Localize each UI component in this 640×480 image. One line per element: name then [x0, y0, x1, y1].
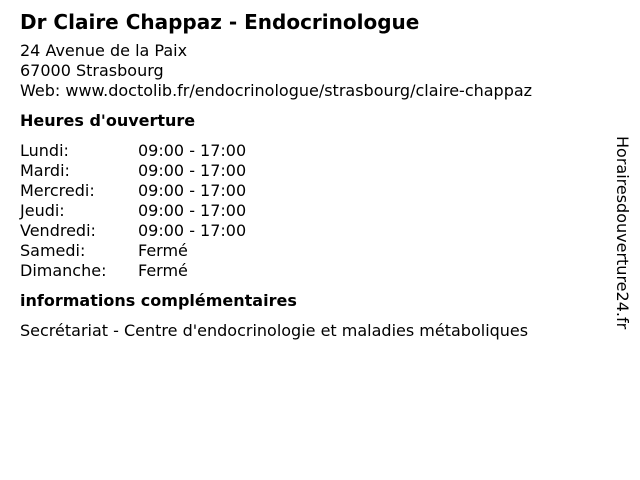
opening-hours-heading: Heures d'ouverture	[20, 111, 196, 130]
day-label: Mercredi:	[20, 181, 95, 200]
hours-row-thursday	[20, 201, 246, 221]
day-label: Samedi:	[20, 241, 86, 260]
day-label: Vendredi:	[20, 221, 96, 240]
day-hours: 09:00 - 17:00	[138, 181, 247, 200]
day-hours: 09:00 - 17:00	[138, 141, 247, 160]
opening-hours-table	[20, 141, 246, 281]
hours-row-tuesday	[20, 161, 246, 181]
hours-row-saturday	[20, 241, 246, 261]
day-hours: Fermé	[138, 241, 188, 260]
address-street: 24 Avenue de la Paix	[20, 41, 188, 60]
address-city: 67000 Strasbourg	[20, 61, 164, 80]
hours-row-sunday	[20, 261, 246, 281]
page-title: Dr Claire Chappaz - Endocrinologue	[20, 10, 420, 34]
day-label: Mardi:	[20, 161, 70, 180]
day-label: Dimanche:	[20, 261, 107, 280]
additional-info-text: Secrétariat - Centre d'endocrinologie et maladies métaboliques	[20, 321, 529, 340]
listing-card	[20, 10, 610, 341]
website-line: Web: www.doctolib.fr/endocrinologue/strasbourg/claire-chappaz	[20, 81, 533, 100]
day-label: Jeudi:	[20, 201, 65, 220]
day-hours: 09:00 - 17:00	[138, 161, 247, 180]
brand-watermark: Horairesdouverture24.fr	[613, 136, 632, 330]
hours-row-friday	[20, 221, 246, 241]
additional-info-heading: informations complémentaires	[20, 291, 297, 310]
hours-row-wednesday	[20, 181, 246, 201]
day-label: Lundi:	[20, 141, 69, 160]
day-hours: Fermé	[138, 261, 188, 280]
day-hours: 09:00 - 17:00	[138, 221, 247, 240]
day-hours: 09:00 - 17:00	[138, 201, 247, 220]
hours-row-monday	[20, 141, 246, 161]
